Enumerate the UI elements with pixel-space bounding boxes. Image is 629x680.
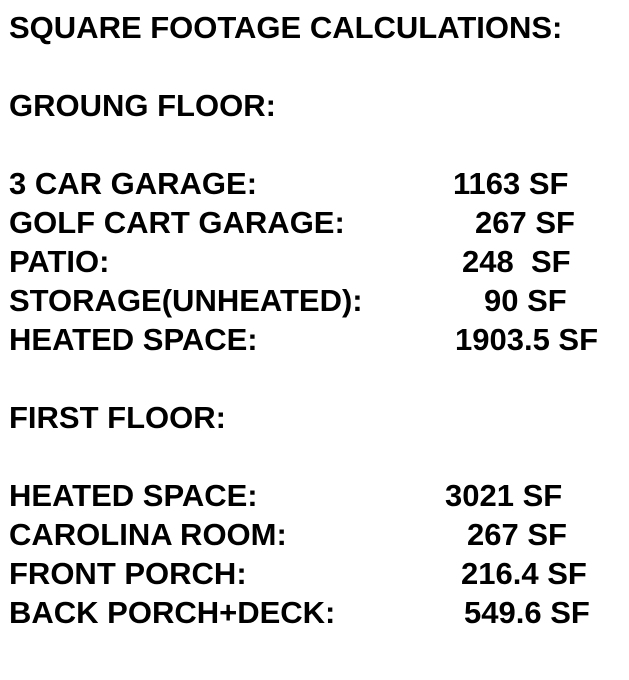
row-value: 1163 SF [453, 166, 569, 201]
row-value: 1903.5 SF [455, 322, 599, 357]
row-label: HEATED SPACE: [9, 322, 258, 357]
row-label: HEATED SPACE: [9, 478, 258, 513]
row-label: BACK PORCH+DECK: [9, 595, 336, 630]
row-value: 267 SF [475, 205, 575, 240]
row-value: 248 SF [462, 244, 571, 279]
ground-floor-heading: GROUNG FLOOR: [9, 88, 276, 123]
row-label: STORAGE(UNHEATED): [9, 283, 363, 318]
row-value: 267 SF [467, 517, 567, 552]
row-value: 3021 SF [445, 478, 563, 513]
first-floor-heading: FIRST FLOOR: [9, 400, 226, 435]
row-value: 216.4 SF [461, 556, 587, 591]
row-label: GOLF CART GARAGE: [9, 205, 345, 240]
row-label: CAROLINA ROOM: [9, 517, 287, 552]
row-label: 3 CAR GARAGE: [9, 166, 258, 201]
document-title: SQUARE FOOTAGE CALCULATIONS: [9, 10, 563, 45]
row-value: 549.6 SF [464, 595, 590, 630]
row-label: PATIO: [9, 244, 110, 279]
row-label: FRONT PORCH: [9, 556, 247, 591]
row-value: 90 SF [484, 283, 567, 318]
